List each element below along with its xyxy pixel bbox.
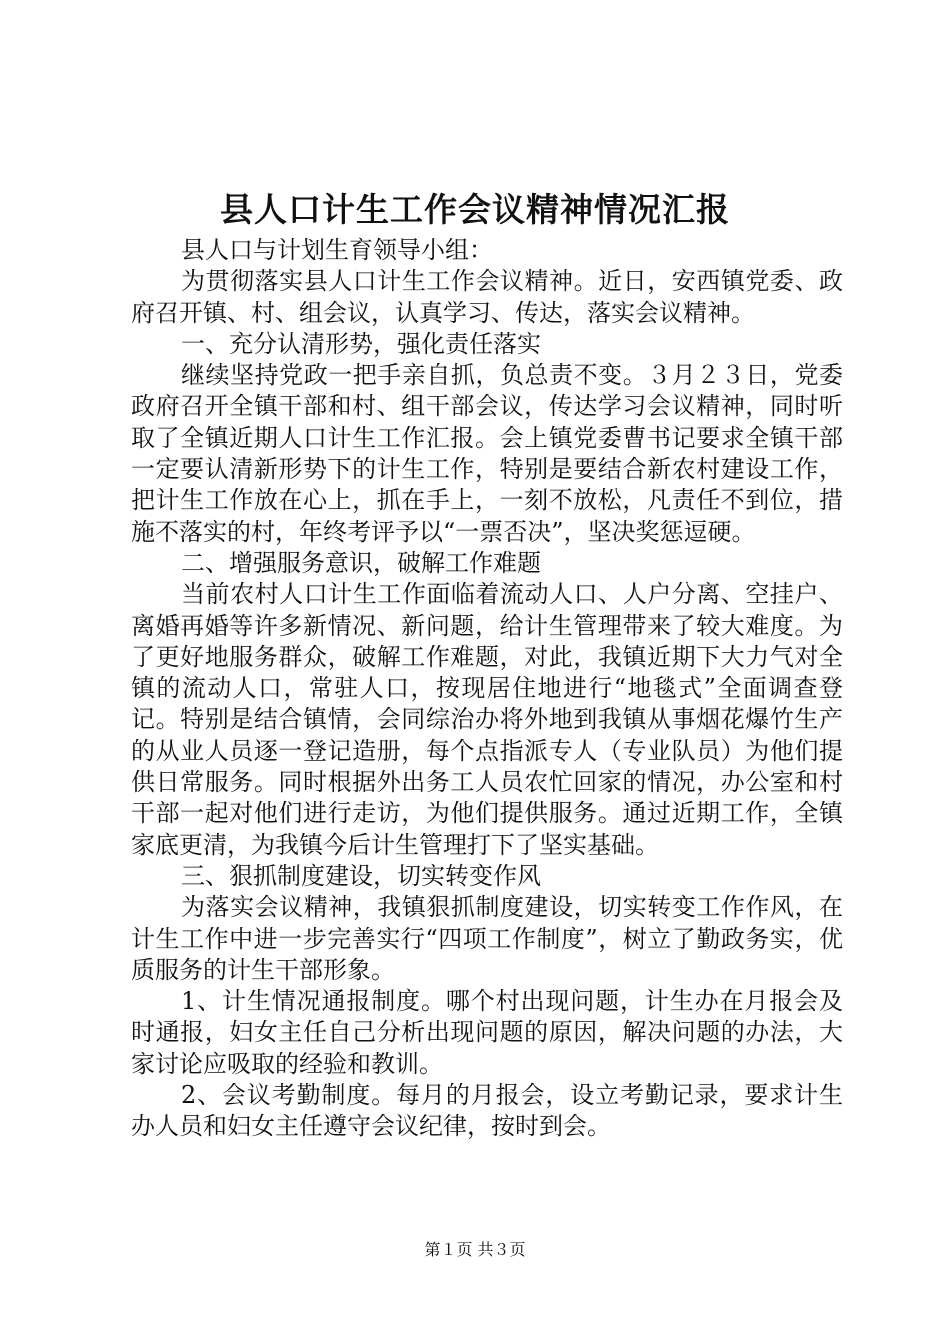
section-paragraph-1: 继续坚持党政一把手亲自抓，负总责不变。３月２３日，党委政府召开全镇干部和村、组干部会议，传达学习会议精神，同时听取了全镇近期人口计生工作汇报。会上镇党委曹书记要求全镇干部一定要认清新形势下的计生工作，特别是要结合新农村建设工作，把计生工作放在心上，抓在手上，一刻不放松，凡责任不到位，措施不落实的村，年终考评予以“一票否决”，坚决奖惩逗硬。: [131, 361, 843, 546]
salutation: 县人口与计划生育领导小组：: [181, 236, 493, 264]
intro-paragraph: 为贯彻落实县人口计生工作会议精神。近日，安西镇党委、政府召开镇、村、组会议，认真学习、传达，落实会议精神。: [131, 267, 843, 327]
rule-item-1: 1、计生情况通报制度。哪个村出现问题，计生办在月报会及时通报，妇女主任自己分析出现问题的原因，解决问题的办法，大家讨论应吸取的经验和教训。: [131, 987, 843, 1078]
section-heading-1: 一、充分认清形势，强化责任落实: [181, 329, 541, 358]
section-heading-3: 三、狠抓制度建设，切实转变作风: [181, 861, 541, 890]
section-paragraph-2: 当前农村人口计生工作面临着流动人口、人户分离、空挂户、离婚再婚等许多新情况、新问题，给计生管理带来了较大难度。为了更好地服务群众，破解工作难题，对此，我镇近期下大力气对全镇的流动人口，常驻人口，按现居住地进行“地毯式”全面调查登记。特别是结合镇情，会同综治办将外地到我镇从事烟花爆竹生产的从业人员逐一登记造册，每个点指派专人（专业队员）为他们提供日常服务。同时根据外出务工人员农忙回家的情况，办公室和村干部一起对他们进行走访，为他们提供服务。通过近期工作，全镇家底更清，为我镇今后计生管理打下了坚实基础。: [131, 580, 843, 859]
document-title: 县人口计生工作会议精神情况汇报: [220, 190, 730, 229]
document-body: [131, 235, 843, 1143]
section-paragraph-3: 为落实会议精神，我镇狠抓制度建设，切实转变工作作风，在计生工作中进一步完善实行“四项工作制度”，树立了勤政务实，优质服务的计生干部形象。: [131, 893, 843, 984]
page-number-footer: 第１页 共３页: [424, 1240, 526, 1259]
section-heading-2: 二、增强服务意识，破解工作难题: [181, 548, 541, 577]
rule-item-2: 2、会议考勤制度。每月的月报会，设立考勤记录，要求计生办人员和妇女主任遵守会议纪律，按时到会。: [131, 1081, 843, 1141]
